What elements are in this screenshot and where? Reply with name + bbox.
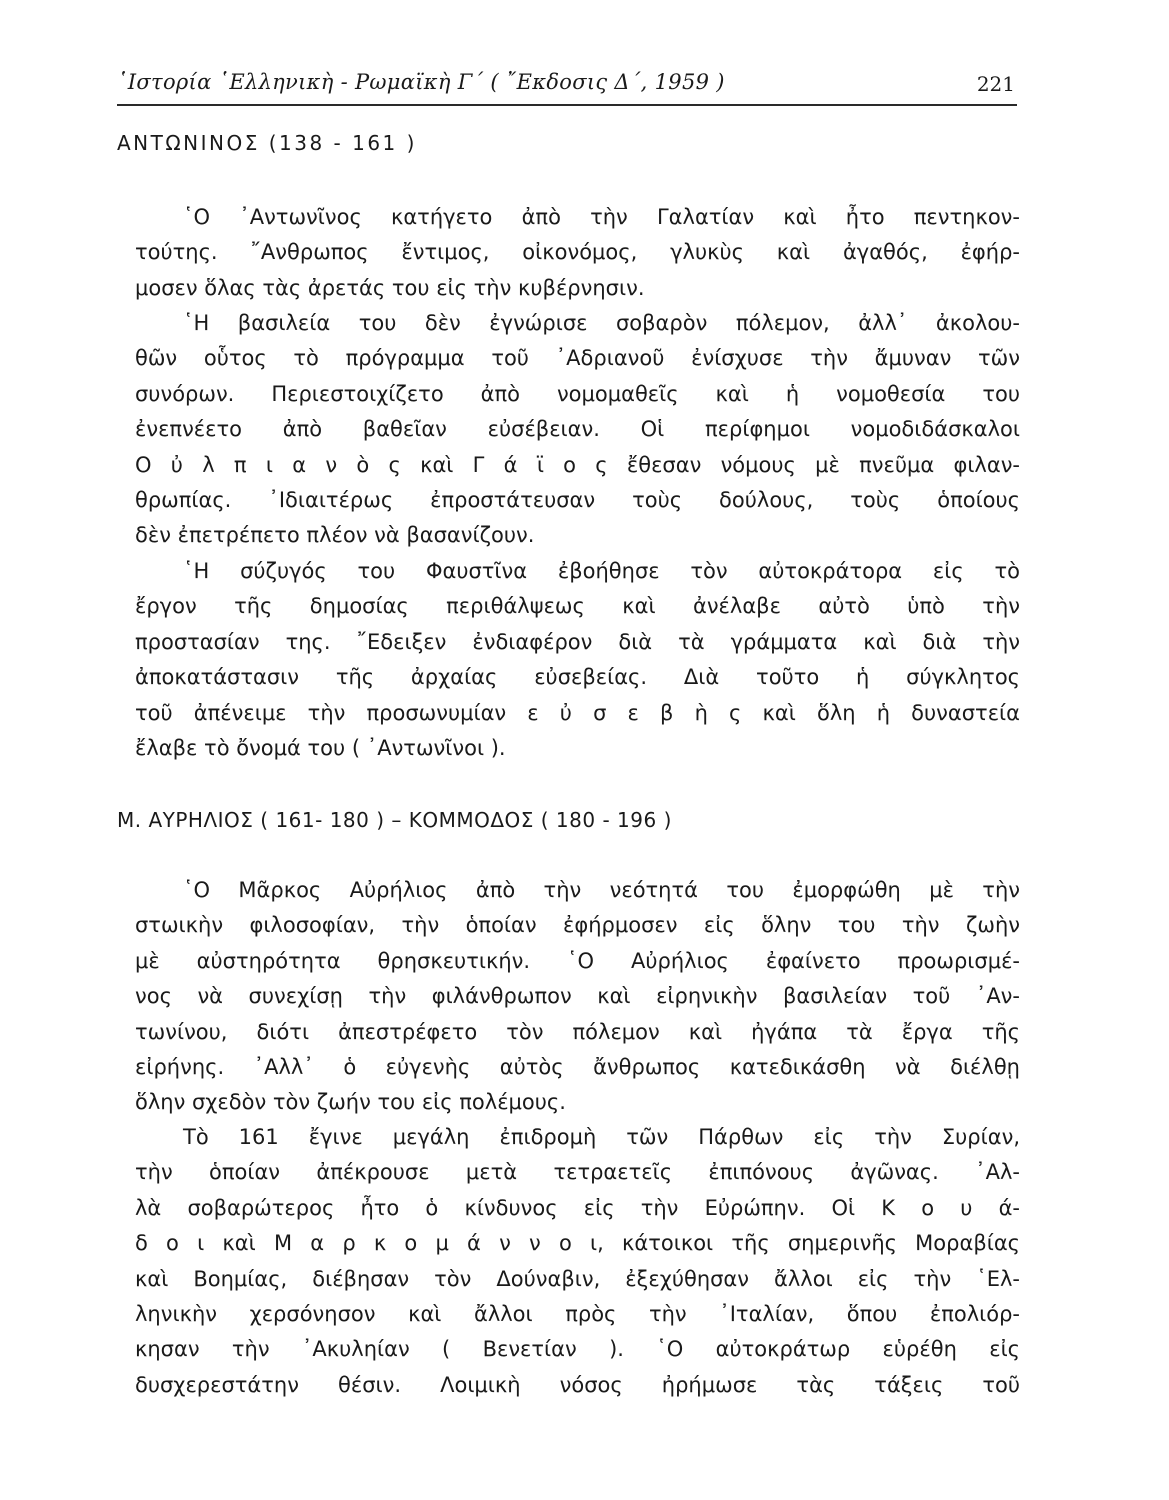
paragraph bbox=[135, 554, 1020, 766]
text-line: ἔλαβε τὸ ὄνομά του ( ᾽Αντωνῖνοι ). bbox=[135, 735, 506, 760]
text-line: λὰ σοβαρώτερος ἦτο ὁ κίνδυνος εἰς τὴν Εὐρώπην. Οἱ Κ ο υ ά- bbox=[135, 1195, 1020, 1220]
paragraph bbox=[135, 306, 1020, 554]
text-line: Τὸ 161 ἔγινε μεγάλη ἐπιδρομὴ τῶν Πάρθων εἰς τὴν Συρίαν, bbox=[183, 1125, 1020, 1149]
page-number: 221 bbox=[976, 72, 1015, 96]
text-line: θῶν οὗτος τὸ πρόγραμμα τοῦ ᾽Αδριανοῦ ἐνίσχυσε τὴν ἄμυναν τῶν bbox=[135, 346, 1020, 371]
text-line: τοῦ ἀπένειμε τὴν προσωνυμίαν ε ὐ σ ε β ὴ ς καὶ ὅλη ἡ δυναστεία bbox=[135, 700, 1020, 725]
text-line: ληνικὴν χερσόνησον καὶ ἄλλοι πρὸς τὴν ᾽Ιταλίαν, ὅπου ἐπολιόρ- bbox=[135, 1301, 1020, 1326]
text-line: τωνίνου, διότι ἀπεστρέφετο τὸν πόλεμον καὶ ἠγάπα τὰ ἔργα τῆς bbox=[135, 1019, 1020, 1044]
paragraph bbox=[135, 873, 1020, 1121]
text-line: ῾Η βασιλεία του δὲν ἐγνώρισε σοβαρὸν πόλεμον, ἀλλ᾽ ἀκολου- bbox=[183, 311, 1020, 335]
text-line: δ ο ι καὶ Μ α ρ κ ο μ ά ν ν ο ι, κάτοικοι τῆς σημερινῆς Μοραβίας bbox=[135, 1231, 1020, 1256]
text-line: νος νὰ συνεχίσῃ τὴν φιλάνθρωπον καὶ εἰρηνικὴν βασιλείαν τοῦ ᾽Αν- bbox=[135, 984, 1020, 1009]
text-line: ῾Η σύζυγός του Φαυστῖνα ἐβοήθησε τὸν αὐτοκράτορα εἰς τὸ bbox=[183, 559, 1020, 583]
text-line: τούτης. ῎Ανθρωπος ἔντιμος, οἰκονόμος, γλυκὺς καὶ ἀγαθός, ἐφήρ- bbox=[135, 240, 1020, 265]
text-line: ἔργον τῆς δημοσίας περιθάλψεως καὶ ἀνέλαβε αὐτὸ ὑπὸ τὴν bbox=[135, 594, 1020, 619]
paragraph bbox=[135, 1120, 1020, 1403]
paragraph bbox=[135, 200, 1020, 306]
text-line: στωικὴν φιλοσοφίαν, τὴν ὁποίαν ἐφήρμοσεν εἰς ὅλην του τὴν ζωὴν bbox=[135, 913, 1020, 938]
text-line: κησαν τὴν ᾽Ακυληίαν ( Βενετίαν ). ῾Ο αὐτοκράτωρ εὑρέθη εἰς bbox=[135, 1337, 1020, 1362]
text-line: μοσεν ὅλας τὰς ἀρετάς του εἰς τὴν κυβέρνησιν. bbox=[135, 275, 645, 300]
text-line: θρωπίας. ᾽Ιδιαιτέρως ἐπροστάτευσαν τοὺς δούλους, τοὺς ὁποίους bbox=[135, 487, 1020, 512]
text-line: εἰρήνης. ᾽Αλλ᾽ ὁ εὐγενὴς αὐτὸς ἄνθρωπος κατεδικάσθη νὰ διέλθῃ bbox=[135, 1054, 1020, 1079]
page-header bbox=[117, 64, 1017, 106]
section-title-aurelius-commodus: Μ. ΑΥΡΗΛΙΟΣ ( 161- 180 ) – ΚΟΜΜΟΔΟΣ ( 180 - 196 ) bbox=[117, 808, 672, 832]
text-line: μὲ αὐστηρότητα θρησκευτικήν. ῾Ο Αὐρήλιος ἐφαίνετο προωρισμέ- bbox=[135, 948, 1020, 973]
section-title-antoninus: ΑΝΤΩΝΙΝΟΣ (138 - 161 ) bbox=[117, 131, 417, 155]
text-line: Ο ὐ λ π ι α ν ὸ ς καὶ Γ ά ϊ ο ς ἔθεσαν νόμους μὲ πνεῦμα φιλαν- bbox=[135, 452, 1020, 477]
text-line: ῾Ο ᾽Αντωνῖνος κατήγετο ἀπὸ τὴν Γαλατίαν καὶ ἦτο πεντηκον- bbox=[183, 205, 1020, 229]
text-line: δὲν ἐπετρέπετο πλέον νὰ βασανίζουν. bbox=[135, 523, 535, 548]
text-line: καὶ Βοημίας, διέβησαν τὸν Δούναβιν, ἐξεχύθησαν ἄλλοι εἰς τὴν ῾Ελ- bbox=[135, 1266, 1020, 1291]
text-line: συνόρων. Περιεστοιχίζετο ἀπὸ νομομαθεῖς καὶ ἡ νομοθεσία του bbox=[135, 381, 1020, 406]
text-line: ἀποκατάστασιν τῆς ἀρχαίας εὐσεβείας. Διὰ τοῦτο ἡ σύγκλητος bbox=[135, 665, 1020, 690]
running-title: ῾Ιστορία ῾Ελληνικὴ - Ρωμαϊκὴ Γ΄ ( ῎Εκδοσις Δ΄, 1959 ) bbox=[117, 70, 725, 94]
text-line: ὅλην σχεδὸν τὸν ζωήν του εἰς πολέμους. bbox=[135, 1090, 566, 1115]
text-line: τὴν ὁποίαν ἀπέκρουσε μετὰ τετραετεῖς ἐπιπόνους ἀγῶνας. ᾽Αλ- bbox=[135, 1160, 1020, 1185]
text-line: δυσχερεστάτην θέσιν. Λοιμικὴ νόσος ἠρήμωσε τὰς τάξεις τοῦ bbox=[135, 1372, 1020, 1397]
text-line: ἐνεπνέετο ἀπὸ βαθεῖαν εὐσέβειαν. Οἱ περίφημοι νομοδιδάσκαλοι bbox=[135, 417, 1020, 442]
text-line: ῾Ο Μᾶρκος Αὐρήλιος ἀπὸ τὴν νεότητά του ἐμορφώθη μὲ τὴν bbox=[183, 878, 1020, 902]
text-line: προστασίαν της. ῎Εδειξεν ἐνδιαφέρον διὰ τὰ γράμματα καὶ διὰ τὴν bbox=[135, 629, 1020, 654]
